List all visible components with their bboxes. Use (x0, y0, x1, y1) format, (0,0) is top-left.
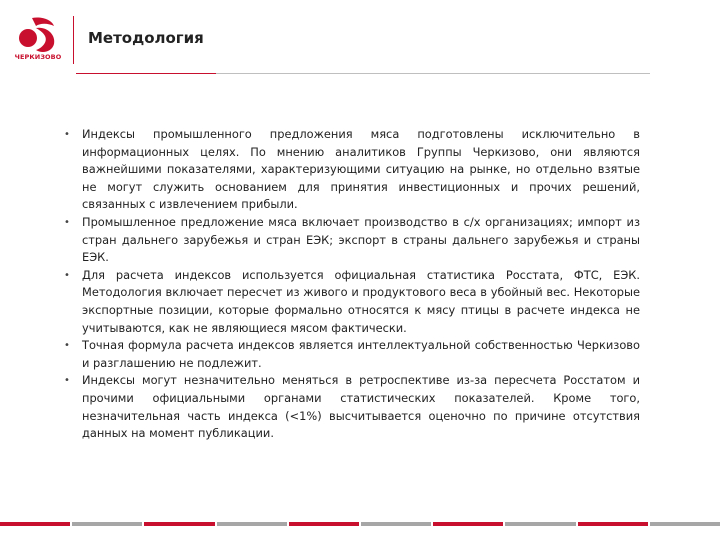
header-underline-accent (76, 73, 216, 74)
header-divider (73, 16, 74, 64)
footer-segment (289, 522, 359, 526)
footer-segment (361, 522, 431, 526)
bullet-icon: • (64, 340, 70, 352)
bullet-icon: • (64, 129, 70, 140)
footer-segment (505, 522, 575, 526)
list-item-text: Для расчета индексов используется официальная статистика Росстата, ФТС, ЕЭК. Методология включает пересчет из живого и продуктового веса в убойный вес. Некоторые экспортные позиции, которые формально относятся к мясу птицы в расчете индекса не учитываются, как не являющиеся мясом фактически. (82, 267, 640, 335)
list-item-text: Промышленное предложение мяса включает производство в с/х организациях; импорт из стран дальнего зарубежья и стран ЕЭК; экспорт в страны дальнего зарубежья и страны ЕЭК. (82, 214, 640, 265)
page-title: Методология (88, 29, 204, 47)
header-underline (216, 73, 650, 74)
methodology-content (62, 126, 640, 443)
brand-name: ЧЕРКИЗОВО (14, 53, 62, 61)
footer-segment (650, 522, 720, 526)
list-item (62, 337, 640, 372)
bullet-icon: • (64, 269, 70, 281)
list-item-text: Индексы промышленного предложения мяса подготовлены исключительно в информационных целях. По мнению аналитиков Группы Черкизово, они являются важнейшими показателями, характеризующими ситуацию на рынке, но отдельно взятые не могут служить основанием для принятия инвестиционных и прочих решений, связанных с извлечением прибыли. (82, 127, 640, 212)
footer-segment (217, 522, 287, 526)
footer-bar (0, 522, 720, 526)
bullet-icon: • (64, 216, 70, 228)
list-item (62, 267, 640, 337)
methodology-list (62, 126, 640, 443)
footer-segment (433, 522, 503, 526)
list-item (62, 372, 640, 442)
footer-segment (0, 522, 70, 526)
footer-segment (144, 522, 214, 526)
bullet-icon: • (64, 375, 70, 387)
list-item (62, 126, 640, 214)
footer-segment (72, 522, 142, 526)
list-item-text: Точная формула расчета индексов является интеллектуальной собственностью Черкизово и разглашению не подлежит. (82, 338, 640, 370)
list-item (62, 214, 640, 267)
list-item-text: Индексы могут незначительно меняться в ретроспективе из-за пересчета Росстатом и прочими официальными органами статистических показателей. Кроме того, незначительная часть индекса (<1%) высчитывается оценочно по причине отсутствия данных на момент публикации. (82, 373, 640, 441)
footer-segment (578, 522, 648, 526)
